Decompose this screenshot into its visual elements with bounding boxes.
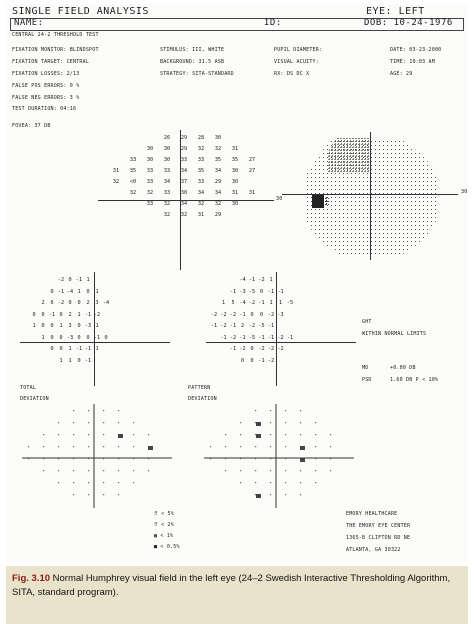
probability-dot xyxy=(73,482,74,483)
probability-dot xyxy=(240,446,241,447)
probability-dot xyxy=(88,482,89,483)
probability-dot xyxy=(43,446,44,447)
probability-symbol xyxy=(300,446,305,450)
grid-value: 0 xyxy=(68,300,72,306)
grid-value: 30 xyxy=(163,146,171,152)
legend-item: ■ < 0.5% xyxy=(154,544,180,550)
probability-dot xyxy=(285,422,286,423)
grid-value: 0 xyxy=(59,334,63,341)
grid-value: -2 xyxy=(57,300,65,306)
probability-dot xyxy=(315,482,316,483)
probability-dot xyxy=(58,446,59,447)
grid-value: 30 xyxy=(180,190,188,196)
grid-value: 29 xyxy=(214,179,222,185)
grid-value: 0 xyxy=(50,346,54,352)
probability-dot xyxy=(330,434,331,435)
grid-value: 1 xyxy=(95,288,99,295)
param: AGE: 29 xyxy=(390,71,413,77)
grid-value: 32 xyxy=(197,201,205,207)
grid-value: -2 xyxy=(229,334,237,341)
probability-dot xyxy=(133,422,134,423)
probability-dot xyxy=(43,470,44,471)
probability-dot xyxy=(28,446,29,447)
grid-value: -2 xyxy=(229,311,237,318)
axis-label-right: 30 xyxy=(276,196,283,202)
figure-caption xyxy=(6,566,468,624)
grid-value: 0 xyxy=(250,346,254,352)
probability-dot xyxy=(240,482,241,483)
probability-dot xyxy=(88,494,89,495)
grid-value: -2 xyxy=(267,346,275,352)
probability-symbol xyxy=(256,494,261,498)
grid-value: 32 xyxy=(146,190,154,196)
grid-value: 2 xyxy=(86,300,90,306)
probability-dot xyxy=(300,410,301,411)
clinic-line: ATLANTA, GA 30322 xyxy=(346,547,401,553)
fovea-value: FOVEA: 37 DB xyxy=(12,123,51,129)
probability-dot xyxy=(58,434,59,435)
total-label: TOTAL xyxy=(20,385,37,391)
param: FIXATION MONITOR: BLINDSPOT xyxy=(12,47,99,53)
grid-value: 35 xyxy=(214,157,222,163)
param: FIXATION TARGET: CENTRAL xyxy=(12,59,90,65)
probability-dot xyxy=(270,410,271,411)
grid-value: -1 xyxy=(258,357,265,364)
probability-dot xyxy=(240,434,241,435)
grid-value: 1 xyxy=(59,323,63,329)
grid-value: 29 xyxy=(180,135,188,141)
probability-dot xyxy=(103,494,104,495)
grid-value: 0 xyxy=(68,277,72,283)
grid-value: -2 xyxy=(239,346,246,352)
probability-dot xyxy=(315,470,316,471)
grid-value: 30 xyxy=(214,135,222,141)
probability-dot xyxy=(315,434,316,435)
probability-dot xyxy=(300,470,301,471)
probability-dot xyxy=(133,482,134,483)
grid-value: 28 xyxy=(197,135,205,141)
pattern-label: PATTERN xyxy=(188,385,211,391)
grid-value: 35 xyxy=(129,168,137,174)
grid-value: 31 xyxy=(231,190,239,196)
grid-value: 0 xyxy=(59,346,63,352)
grid-value: -1 xyxy=(210,323,218,329)
legend-item: ⠿ < 2% xyxy=(154,522,174,528)
total-label-2: DEVIATION xyxy=(20,396,49,402)
grid-value: -5 xyxy=(258,323,265,329)
grid-value: -2 xyxy=(220,311,227,318)
grid-value: 2 xyxy=(41,300,45,306)
grid-value: 0 xyxy=(77,334,81,341)
probability-dot xyxy=(58,422,59,423)
grid-value: 1 xyxy=(95,323,99,329)
grid-value: <0 xyxy=(129,179,137,185)
grid-value: -1 xyxy=(248,277,256,283)
probability-dot xyxy=(285,446,286,447)
grid-value: 0 xyxy=(50,288,54,295)
grid-value: 33 xyxy=(146,179,154,185)
probability-dot xyxy=(270,422,271,423)
grid-value: -1 xyxy=(229,323,237,329)
grid-value: -1 xyxy=(258,300,265,306)
probability-dot xyxy=(255,446,256,447)
grid-value: -1 xyxy=(48,311,56,318)
probability-dot xyxy=(225,434,226,435)
grid-value: -1 xyxy=(57,288,65,295)
report-title: SINGLE FIELD ANALYSIS xyxy=(12,6,149,17)
param: RX: DS DC X xyxy=(274,71,310,77)
caption-text: Normal Humphrey visual field in the left eye (24–2 Swedish Interactive Thresholding Algorithm, SITA, standard program). xyxy=(12,573,451,598)
grid-value: -5 xyxy=(248,288,256,295)
grid-value: 30 xyxy=(231,179,239,185)
grid-value: 27 xyxy=(248,157,256,163)
param: TEST DURATION: 04:16 xyxy=(12,106,77,112)
grid-value: -3 xyxy=(84,323,92,329)
grid-value: -1 xyxy=(267,334,275,341)
grid-value: 1 xyxy=(68,346,72,352)
probability-dot xyxy=(285,482,286,483)
grid-value: 1 xyxy=(41,334,45,341)
probability-dot xyxy=(300,482,301,483)
grid-value: 1 xyxy=(32,323,36,329)
probability-symbol xyxy=(256,434,261,438)
grid-value: 0 xyxy=(41,311,45,318)
probability-symbol xyxy=(118,434,123,438)
probability-dot xyxy=(118,482,119,483)
grid-value: 0 xyxy=(86,288,90,295)
probability-symbol xyxy=(148,446,153,450)
pattern-deviation-probability xyxy=(204,400,364,510)
grid-value: -1 xyxy=(84,357,92,364)
psd-label: PSD xyxy=(362,377,372,383)
probability-dot xyxy=(315,422,316,423)
probability-dot xyxy=(270,494,271,495)
grid-value: 0 xyxy=(32,311,36,318)
grid-value: 33 xyxy=(129,157,137,163)
probability-dot xyxy=(133,434,134,435)
grid-value: 29 xyxy=(214,212,222,218)
grid-value: 31 xyxy=(248,190,256,196)
grid-value: -2 xyxy=(277,334,284,341)
grid-value: -4 xyxy=(239,300,246,306)
grid-value: 6 xyxy=(50,300,54,306)
grid-value: -1 xyxy=(229,288,237,295)
grid-value: 27 xyxy=(248,168,256,174)
probability-dot xyxy=(43,434,44,435)
probability-dot xyxy=(315,446,316,447)
grid-value: -1 xyxy=(267,288,275,295)
probability-dot xyxy=(118,494,119,495)
clinic-line: EMORY HEALTHCARE xyxy=(346,511,398,517)
probability-dot xyxy=(270,434,271,435)
grid-value: 1 xyxy=(221,300,226,306)
grid-value: 1 xyxy=(95,346,99,352)
caption-label: Fig. 3.10 xyxy=(12,573,51,584)
probability-dot xyxy=(88,410,89,411)
param: TIME: 10:03 AM xyxy=(390,59,435,65)
probability-dot xyxy=(148,470,149,471)
dob-label: DOB: 10-24-1976 xyxy=(364,18,453,28)
probability-dot xyxy=(73,434,74,435)
probability-dot xyxy=(270,482,271,483)
probability-dot xyxy=(300,422,301,423)
grid-value: 34 xyxy=(163,179,171,185)
ght-label: GHT xyxy=(362,319,372,325)
grid-value: -3 xyxy=(66,334,74,341)
test-name: CENTRAL 24-2 THRESHOLD TEST xyxy=(12,32,99,38)
grid-value: -1 xyxy=(220,334,227,341)
probability-dot xyxy=(133,446,134,447)
grid-value: -1 xyxy=(75,277,83,283)
grid-value: 32 xyxy=(197,146,205,152)
param: FIXATION LOSSES: 2/13 xyxy=(12,71,80,77)
grid-value: 30 xyxy=(146,157,154,163)
grid-value: 32 xyxy=(180,212,188,218)
grid-value: -5 xyxy=(286,300,294,306)
grid-value: -1 xyxy=(258,334,265,341)
probability-dot xyxy=(240,470,241,471)
grid-value: 1 xyxy=(59,357,63,364)
grid-value: 3 xyxy=(68,323,72,329)
grid-value: 32 xyxy=(214,201,222,207)
grid-value: -5 xyxy=(248,334,256,341)
param: STRATEGY: SITA-STANDARD xyxy=(160,71,234,77)
probability-dot xyxy=(73,410,74,411)
grid-value: 33 xyxy=(197,157,205,163)
probability-dot xyxy=(270,470,271,471)
grid-value: 34 xyxy=(180,168,188,174)
grid-value: 33 xyxy=(146,168,154,174)
param: DATE: 03-23-2000 xyxy=(390,47,442,53)
grid-value: -3 xyxy=(239,288,246,295)
grid-value: -2 xyxy=(248,300,256,306)
probability-dot xyxy=(58,470,59,471)
probability-dot xyxy=(225,470,226,471)
probability-dot xyxy=(73,446,74,447)
grid-value: -2 xyxy=(210,311,218,318)
grid-value: -4 xyxy=(102,300,110,306)
probability-dot xyxy=(103,470,104,471)
grid-value: 31 xyxy=(197,212,205,218)
grid-value: -1 xyxy=(93,334,101,341)
probability-dot xyxy=(270,446,271,447)
grid-value: 29 xyxy=(180,146,188,152)
grayscale-field xyxy=(286,132,456,262)
grid-value: 0 xyxy=(41,323,45,329)
grid-value: 26 xyxy=(163,135,171,141)
param: FALSE POS ERRORS: 0 % xyxy=(12,83,80,89)
total-deviation-probability xyxy=(22,400,182,510)
probability-symbol xyxy=(300,458,305,462)
grid-value: 33 xyxy=(197,179,205,185)
grid-value: -4 xyxy=(66,288,74,295)
probability-dot xyxy=(330,470,331,471)
grid-value: 0 xyxy=(259,311,264,318)
grid-value: 32 xyxy=(163,201,171,207)
probability-dot xyxy=(73,494,74,495)
param: STIMULUS: III, WHITE xyxy=(160,47,225,53)
grid-value: -4 xyxy=(239,277,246,283)
grid-value: 0 xyxy=(59,311,63,318)
grid-value: -1 xyxy=(277,288,284,295)
legend-item: ⠿ < 5% xyxy=(154,511,174,517)
probability-dot xyxy=(73,422,74,423)
grid-value: 0 xyxy=(250,311,254,318)
grid-value: 30 xyxy=(146,146,154,152)
probability-dot xyxy=(103,434,104,435)
grid-value: 33 xyxy=(163,190,171,196)
md-label: MD xyxy=(362,365,369,371)
legend-item: ▩ < 1% xyxy=(154,533,174,539)
probability-dot xyxy=(300,494,301,495)
grid-value: 33 xyxy=(146,201,154,207)
probability-dot xyxy=(118,446,119,447)
psd-value: 1.60 DB P < 10% xyxy=(390,377,439,383)
grid-value: 5 xyxy=(231,300,235,306)
grid-value: 0 xyxy=(259,288,264,295)
probability-dot xyxy=(118,422,119,423)
ght-result: WITHIN NORMAL LIMITS xyxy=(362,331,427,337)
grid-value: -2 xyxy=(258,277,265,283)
grid-value: 33 xyxy=(180,157,188,163)
probability-dot xyxy=(118,410,119,411)
id-label: ID: xyxy=(264,18,282,28)
probability-dot xyxy=(88,422,89,423)
name-label: NAME: xyxy=(14,18,44,28)
grid-value: -2 xyxy=(57,277,65,283)
grid-value: 30 xyxy=(163,157,171,163)
grid-value: 0 xyxy=(50,334,54,341)
grid-value: -1 xyxy=(75,346,83,352)
grid-value: 1 xyxy=(269,277,273,283)
grid-value: 1 xyxy=(278,300,283,306)
grid-value: 3 xyxy=(95,300,99,306)
grid-value: -1 xyxy=(229,346,237,352)
grid-value: -2 xyxy=(277,346,284,352)
grid-value: 1 xyxy=(77,311,81,318)
grid-value: -1 xyxy=(239,334,246,341)
probability-dot xyxy=(255,482,256,483)
grid-value: 32 xyxy=(129,190,137,196)
grid-value: 34 xyxy=(180,201,188,207)
probability-dot xyxy=(285,434,286,435)
grid-value: 33 xyxy=(163,168,171,174)
probability-dot xyxy=(103,482,104,483)
probability-dot xyxy=(330,446,331,447)
grid-value: 30 xyxy=(231,168,239,174)
grid-value: 32 xyxy=(214,146,222,152)
grid-value: 1 xyxy=(77,288,81,295)
probability-dot xyxy=(240,422,241,423)
eye-label: EYE: LEFT xyxy=(366,6,425,17)
axis-label-right: 30 xyxy=(461,189,468,195)
printout-sheet xyxy=(6,4,468,562)
probability-dot xyxy=(118,470,119,471)
probability-dot xyxy=(285,470,286,471)
probability-dot xyxy=(255,470,256,471)
grid-value: 0 xyxy=(77,300,81,306)
clinic-line: 1365-B CLIFTON RD NE xyxy=(346,535,411,541)
probability-dot xyxy=(88,470,89,471)
probability-dot xyxy=(73,470,74,471)
grid-value: 0 xyxy=(50,323,54,329)
probability-dot xyxy=(300,434,301,435)
grid-value: -2 xyxy=(267,357,275,364)
grid-value: 0 xyxy=(240,357,245,364)
grid-value: 0 xyxy=(86,334,90,341)
grid-value: 35 xyxy=(197,168,205,174)
grid-value: 32 xyxy=(112,179,120,185)
grid-value: -1 xyxy=(267,323,275,329)
grid-value: 35 xyxy=(231,157,239,163)
grid-value: 1 xyxy=(68,357,72,364)
probability-symbol xyxy=(256,422,261,426)
param: BACKGROUND: 31.5 ASB xyxy=(160,59,225,65)
grid-value: 0 xyxy=(77,357,81,364)
probability-dot xyxy=(148,434,149,435)
clinic-line: THE EMORY EYE CENTER xyxy=(346,523,411,529)
grid-value: 37 xyxy=(180,179,188,185)
probability-dot xyxy=(285,494,286,495)
grid-value: 0 xyxy=(77,323,81,329)
probability-dot xyxy=(58,482,59,483)
probability-dot xyxy=(103,410,104,411)
grid-value: 1 xyxy=(86,277,90,283)
pattern-label-2: DEVIATION xyxy=(188,396,217,402)
grid-value: -2 xyxy=(248,323,256,329)
grid-value: 0 xyxy=(250,357,254,364)
grid-value: 34 xyxy=(214,168,222,174)
grid-value: -1 xyxy=(239,311,246,318)
grid-value: -2 xyxy=(258,346,265,352)
grid-value: 30 xyxy=(231,201,239,207)
param: VISUAL ACUITY: xyxy=(274,59,319,65)
probability-dot xyxy=(88,446,89,447)
grid-value: 32 xyxy=(163,212,171,218)
grid-value: -1 xyxy=(286,334,294,341)
probability-dot xyxy=(285,410,286,411)
grid-value: 2 xyxy=(68,311,72,318)
param: FALSE NEG ERRORS: 3 % xyxy=(12,95,80,101)
grid-value: 0 xyxy=(104,334,108,341)
grid-value: -2 xyxy=(267,311,275,318)
probability-dot xyxy=(133,470,134,471)
probability-dot xyxy=(88,434,89,435)
grid-value: -1 xyxy=(84,311,92,318)
probability-dot xyxy=(103,446,104,447)
grid-value: 31 xyxy=(231,146,239,152)
grid-value: -2 xyxy=(93,311,101,318)
probability-dot xyxy=(210,446,211,447)
probability-dot xyxy=(103,422,104,423)
grid-value: 34 xyxy=(197,190,205,196)
grid-value: 31 xyxy=(112,168,120,174)
grid-value: 1 xyxy=(269,300,273,306)
grid-value: -1 xyxy=(84,346,92,352)
md-value: +0.00 DB xyxy=(390,365,416,371)
grid-value: 2 xyxy=(240,323,245,329)
grid-value: -2 xyxy=(220,323,227,329)
probability-dot xyxy=(255,410,256,411)
param: PUPIL DIAMETER: xyxy=(274,47,323,53)
grid-value: 34 xyxy=(214,190,222,196)
grid-value: -3 xyxy=(277,311,284,318)
probability-dot xyxy=(225,446,226,447)
